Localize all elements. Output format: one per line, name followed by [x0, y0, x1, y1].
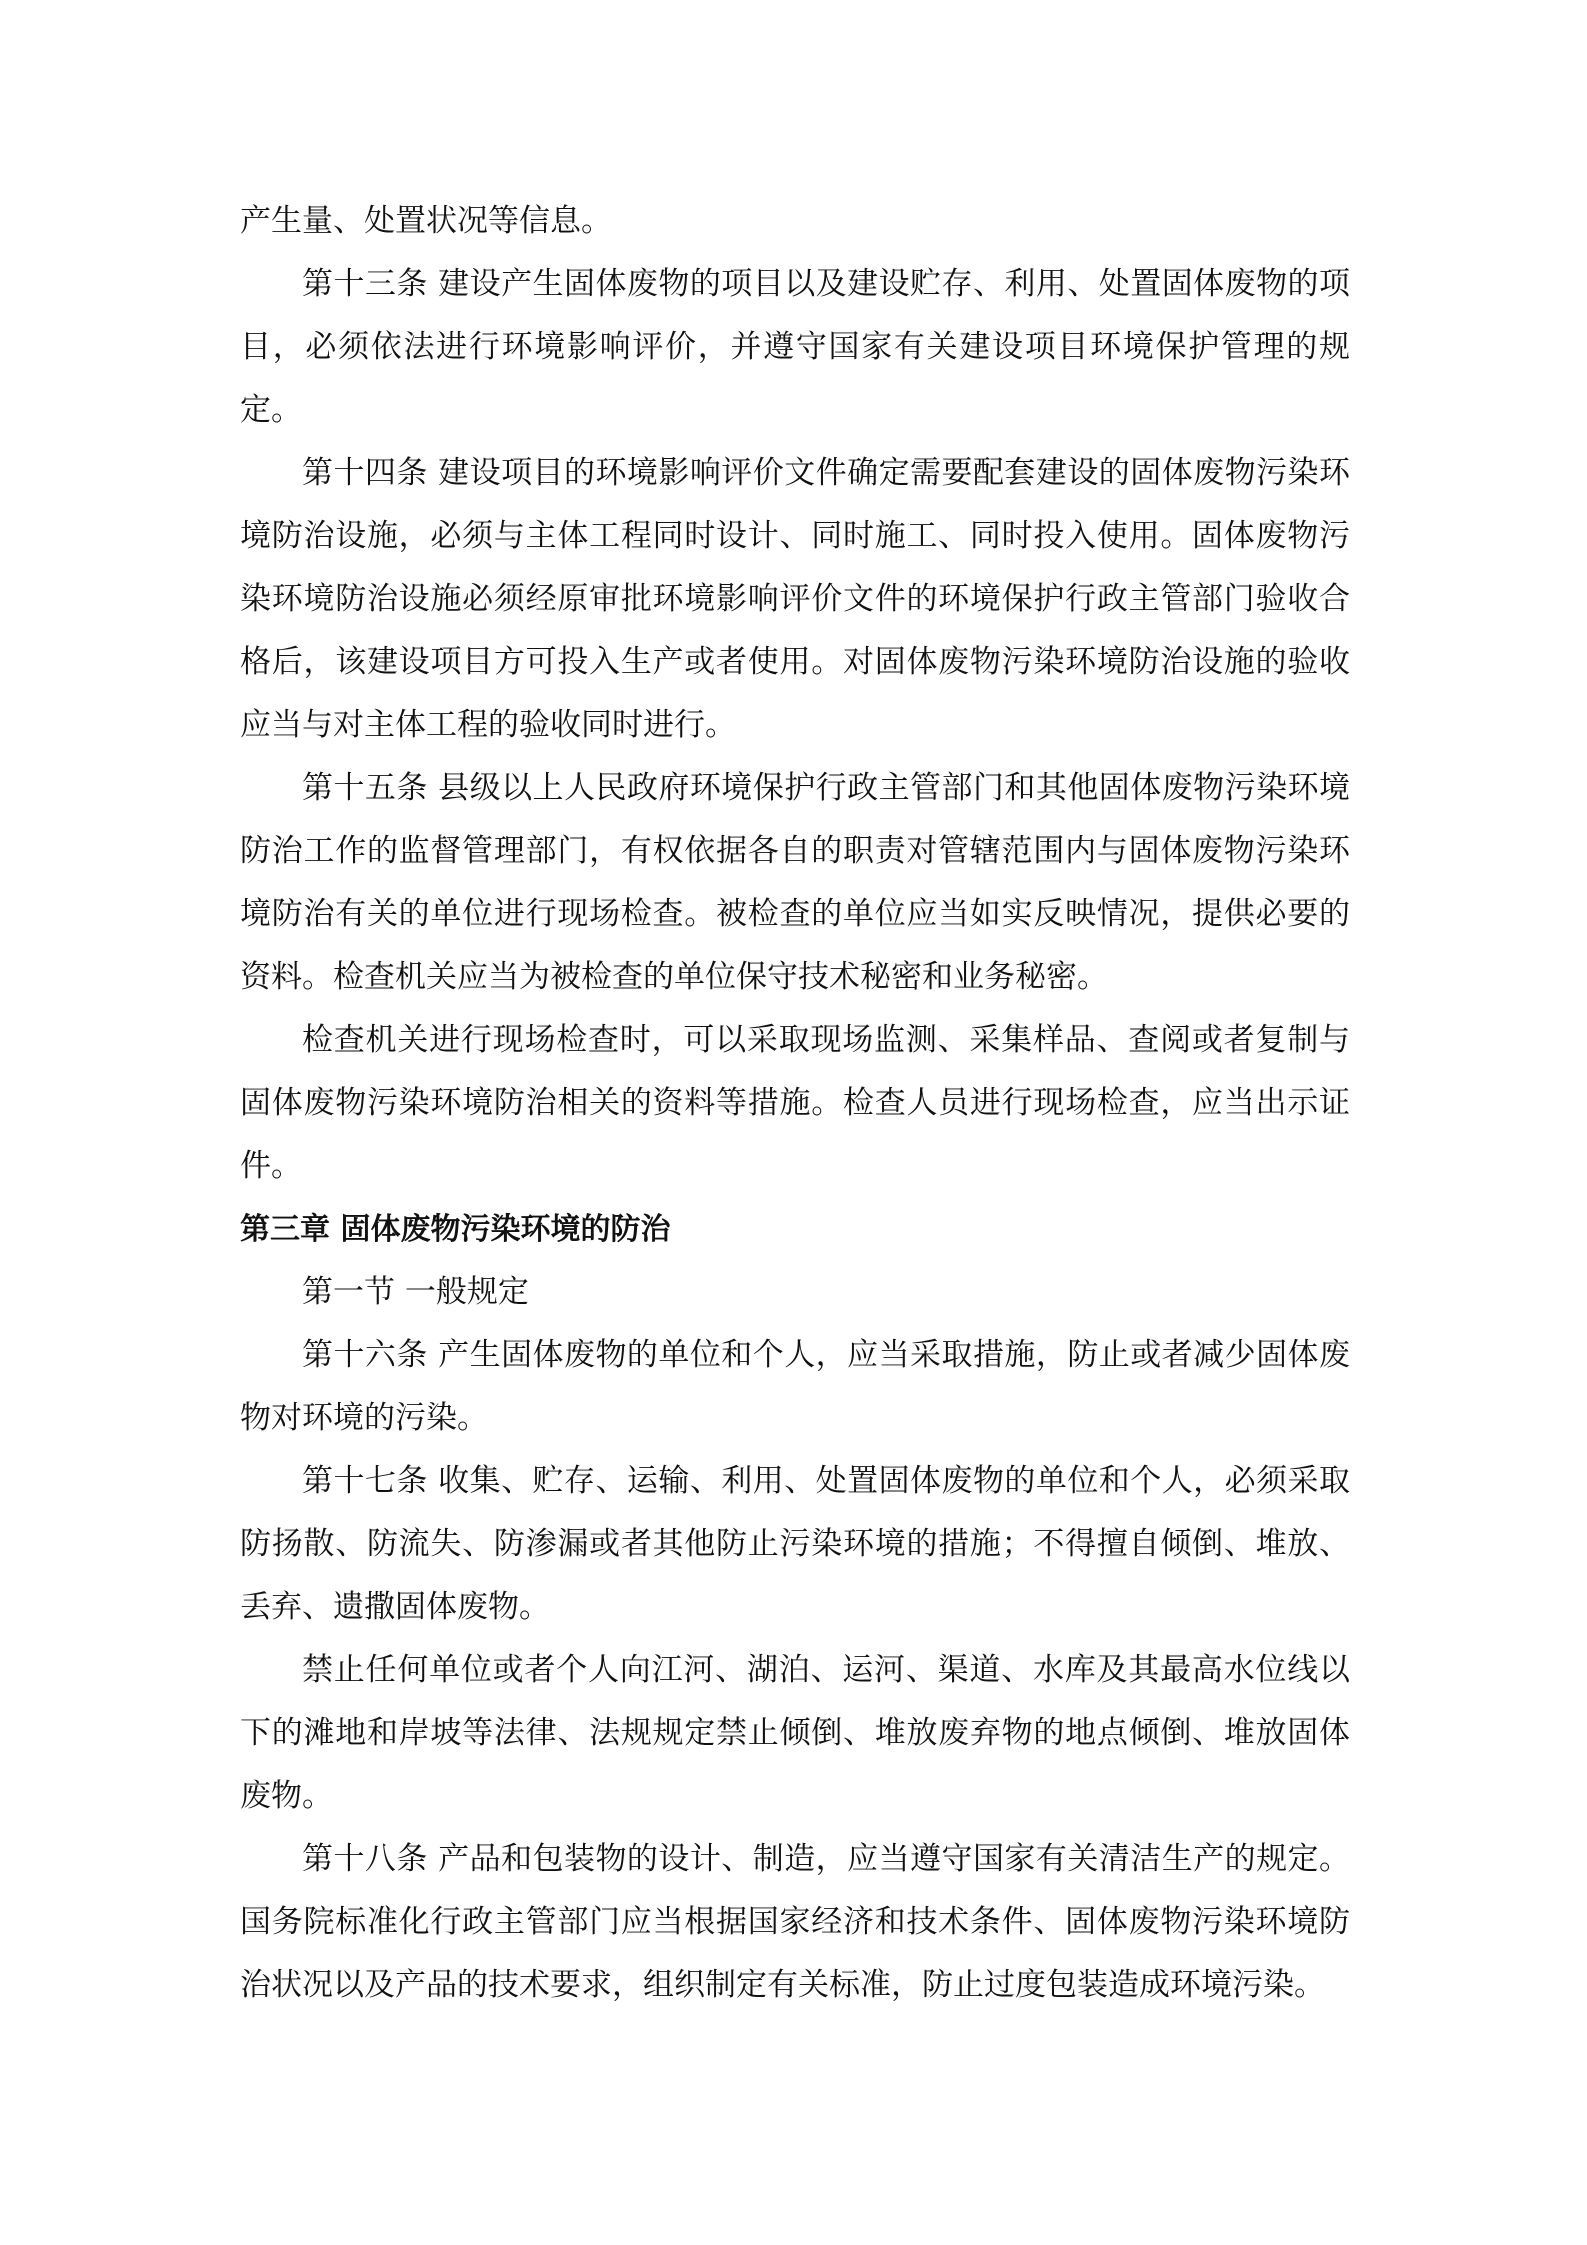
chapter-3-title: 第三章 固体废物污染环境的防治 — [240, 1212, 671, 1247]
article-17-paragraph-2: 禁止任何单位或者个人向江河、湖泊、运河、渠道、水库及其最高水位线以下的滩地和岸坡等法律、法规规定禁止倾倒、堆放废弃物的地点倾倒、堆放固体废物。 — [240, 1652, 1350, 1814]
section-1-title: 第一节 一般规定 — [302, 1274, 529, 1310]
article-14: 第十四条 建设项目的环境影响评价文件确定需要配套建设的固体废物污染环境防治设施，必须与主体工程同时设计、同时施工、同时投入使用。固体废物污染环境防治设施必须经原审批环境影响评价文件的环境保护行政主管部门验收合格后，该建设项目方可投入生产或者使用。对固体废物污染环境防治设施的验收应当与对主体工程的验收同时进行。 — [240, 455, 1350, 743]
article-18: 第十八条 产品和包装物的设计、制造，应当遵守国家有关清洁生产的规定。国务院标准化行政主管部门应当根据国家经济和技术条件、固体废物污染环境防治状况以及产品的技术要求，组织制定有关标准，防止过度包装造成环境污染。 — [240, 1841, 1350, 2003]
article-13: 第十三条 建设产生固体废物的项目以及建设贮存、利用、处置固体废物的项目，必须依法进行环境影响评价，并遵守国家有关建设项目环境保护管理的规定。 — [240, 266, 1350, 428]
document-page — [240, 190, 1350, 2017]
article-17: 第十七条 收集、贮存、运输、利用、处置固体废物的单位和个人，必须采取防扬散、防流失、防渗漏或者其他防止污染环境的措施；不得擅自倾倒、堆放、丢弃、遗撒固体废物。 — [240, 1463, 1350, 1625]
article-15: 第十五条 县级以上人民政府环境保护行政主管部门和其他固体废物污染环境防治工作的监督管理部门，有权依据各自的职责对管辖范围内与固体废物污染环境防治有关的单位进行现场检查。被检查的单位应当如实反映情况，提供必要的资料。检查机关应当为被检查的单位保守技术秘密和业务秘密。 — [240, 770, 1350, 995]
article-16: 第十六条 产生固体废物的单位和个人，应当采取措施，防止或者减少固体废物对环境的污染。 — [240, 1337, 1350, 1436]
paragraph-continuation: 产生量、处置状况等信息。 — [240, 203, 612, 239]
article-15-paragraph-2: 检查机关进行现场检查时，可以采取现场监测、采集样品、查阅或者复制与固体废物污染环境防治相关的资料等措施。检查人员进行现场检查，应当出示证件。 — [240, 1022, 1350, 1184]
